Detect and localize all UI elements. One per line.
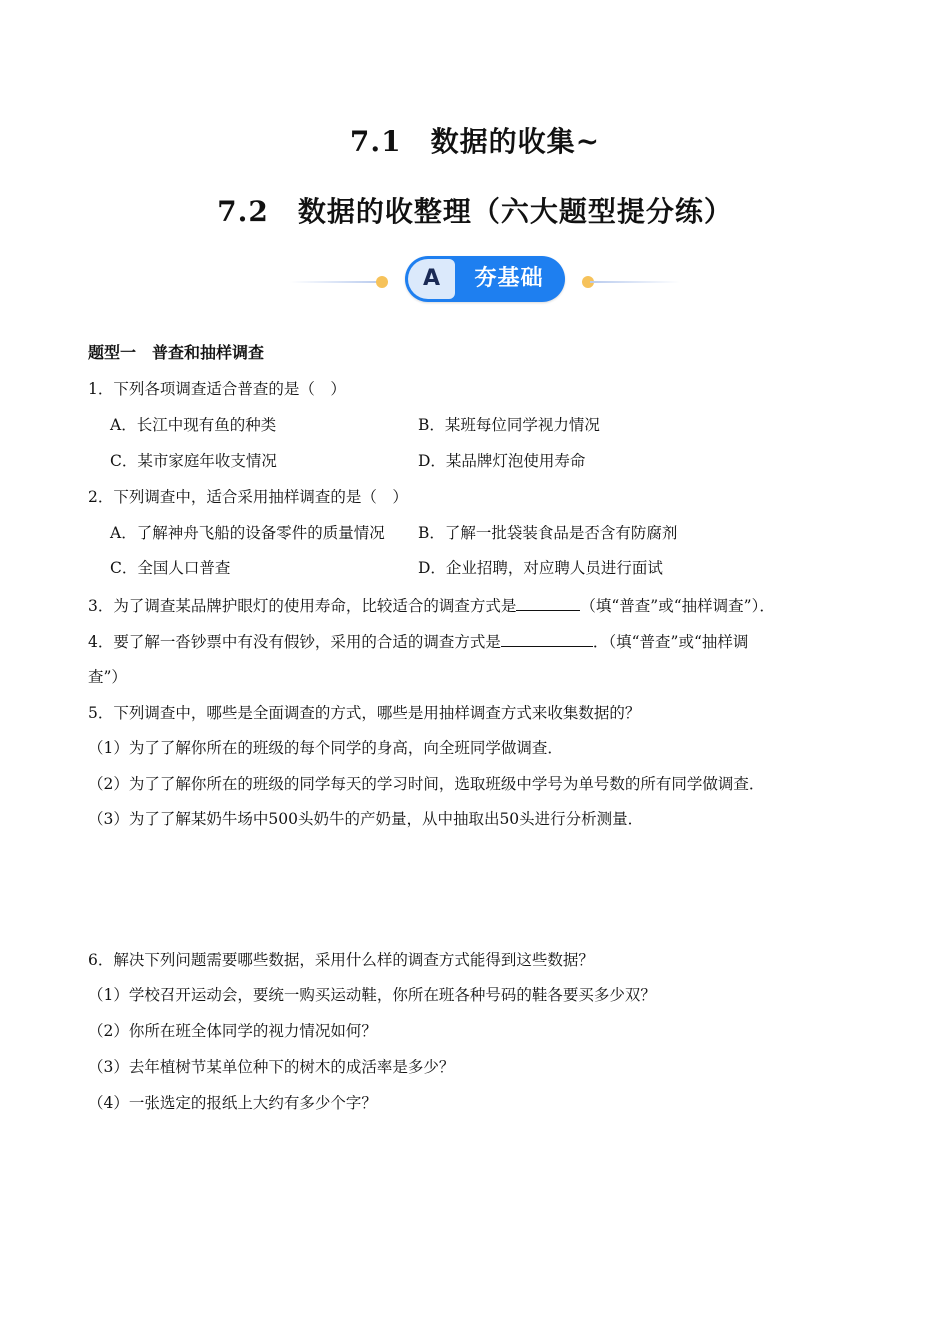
q4-line	[88, 630, 748, 652]
q4-line-2: 查”）	[88, 668, 127, 686]
q1-option-a: A．长江中现有鱼的种类	[110, 416, 277, 434]
q6-item-4: （4）一张选定的报纸上大约有多少个字？	[88, 1094, 377, 1112]
title-line-1: 7.1 数据的收集~	[349, 125, 601, 158]
banner-left-line	[290, 281, 380, 283]
q3-answer-blank[interactable]	[516, 594, 580, 611]
q6-stem: 6．解决下列问题需要哪些数据，采用什么样的调查方式能得到这些数据？	[88, 951, 594, 969]
q4-text-before: 4．要了解一沓钞票中有没有假钞，采用的合适的调查方式是	[88, 633, 501, 651]
q5-item-2: （2）为了了解你所在的班级的同学每天的学习时间，选取班级中学号为单号数的所有同学做调查．	[88, 775, 765, 793]
q1-option-c: C．某市家庭年收支情况	[110, 452, 277, 470]
section-title: 题型一 普查和抽样调查	[88, 343, 265, 362]
title-line-2: 7.2 数据的收整理（六大题型提分练）	[217, 195, 733, 228]
q5-stem: 5．下列调查中，哪些是全面调查的方式，哪些是用抽样调查方式来收集数据的？	[88, 704, 641, 722]
level-label: 夯基础	[474, 266, 544, 291]
q2-option-d: D．企业招聘，对应聘人员进行面试	[418, 559, 663, 577]
q6-item-2: （2）你所在班全体同学的视力情况如何？	[88, 1022, 377, 1040]
level-banner	[290, 256, 680, 306]
q3-text-after: （填“普查”或“抽样调查”）．	[580, 597, 775, 615]
banner-left-dot	[376, 276, 388, 288]
q5-item-1: （1）为了了解你所在的班级的每个同学的身高，向全班同学做调查．	[88, 739, 563, 757]
q2-option-c: C．全国人口普查	[110, 559, 231, 577]
level-badge	[405, 256, 565, 302]
q1-stem: 1．下列各项调查适合普查的是（ ）	[88, 380, 346, 398]
q1-option-d: D．某品牌灯泡使用寿命	[418, 452, 586, 470]
q2-option-a: A．了解神舟飞船的设备零件的质量情况	[110, 524, 385, 542]
q5-item-3: （3）为了了解某奶牛场中500头奶牛的产奶量，从中抽取出50头进行分析测量．	[88, 810, 644, 828]
q6-item-1: （1）学校召开运动会，要统一购买运动鞋，你所在班各种号码的鞋各要买多少双？	[88, 986, 656, 1004]
q4-text-after: ．（填“普查”或“抽样调	[592, 633, 749, 651]
q1-option-b: B．某班每位同学视力情况	[418, 416, 600, 434]
q3-text-before: 3．为了调查某品牌护眼灯的使用寿命，比较适合的调查方式是	[88, 597, 517, 615]
level-letter: A	[408, 259, 455, 299]
banner-right-line	[590, 281, 680, 283]
q2-option-b: B．了解一批袋装食品是否含有防腐剂	[418, 524, 678, 542]
q6-item-3: （3）去年植树节某单位种下的树木的成活率是多少？	[88, 1058, 455, 1076]
q2-stem: 2．下列调查中，适合采用抽样调查的是（ ）	[88, 488, 408, 506]
q4-answer-blank[interactable]	[501, 630, 593, 647]
q3-line	[88, 594, 775, 616]
